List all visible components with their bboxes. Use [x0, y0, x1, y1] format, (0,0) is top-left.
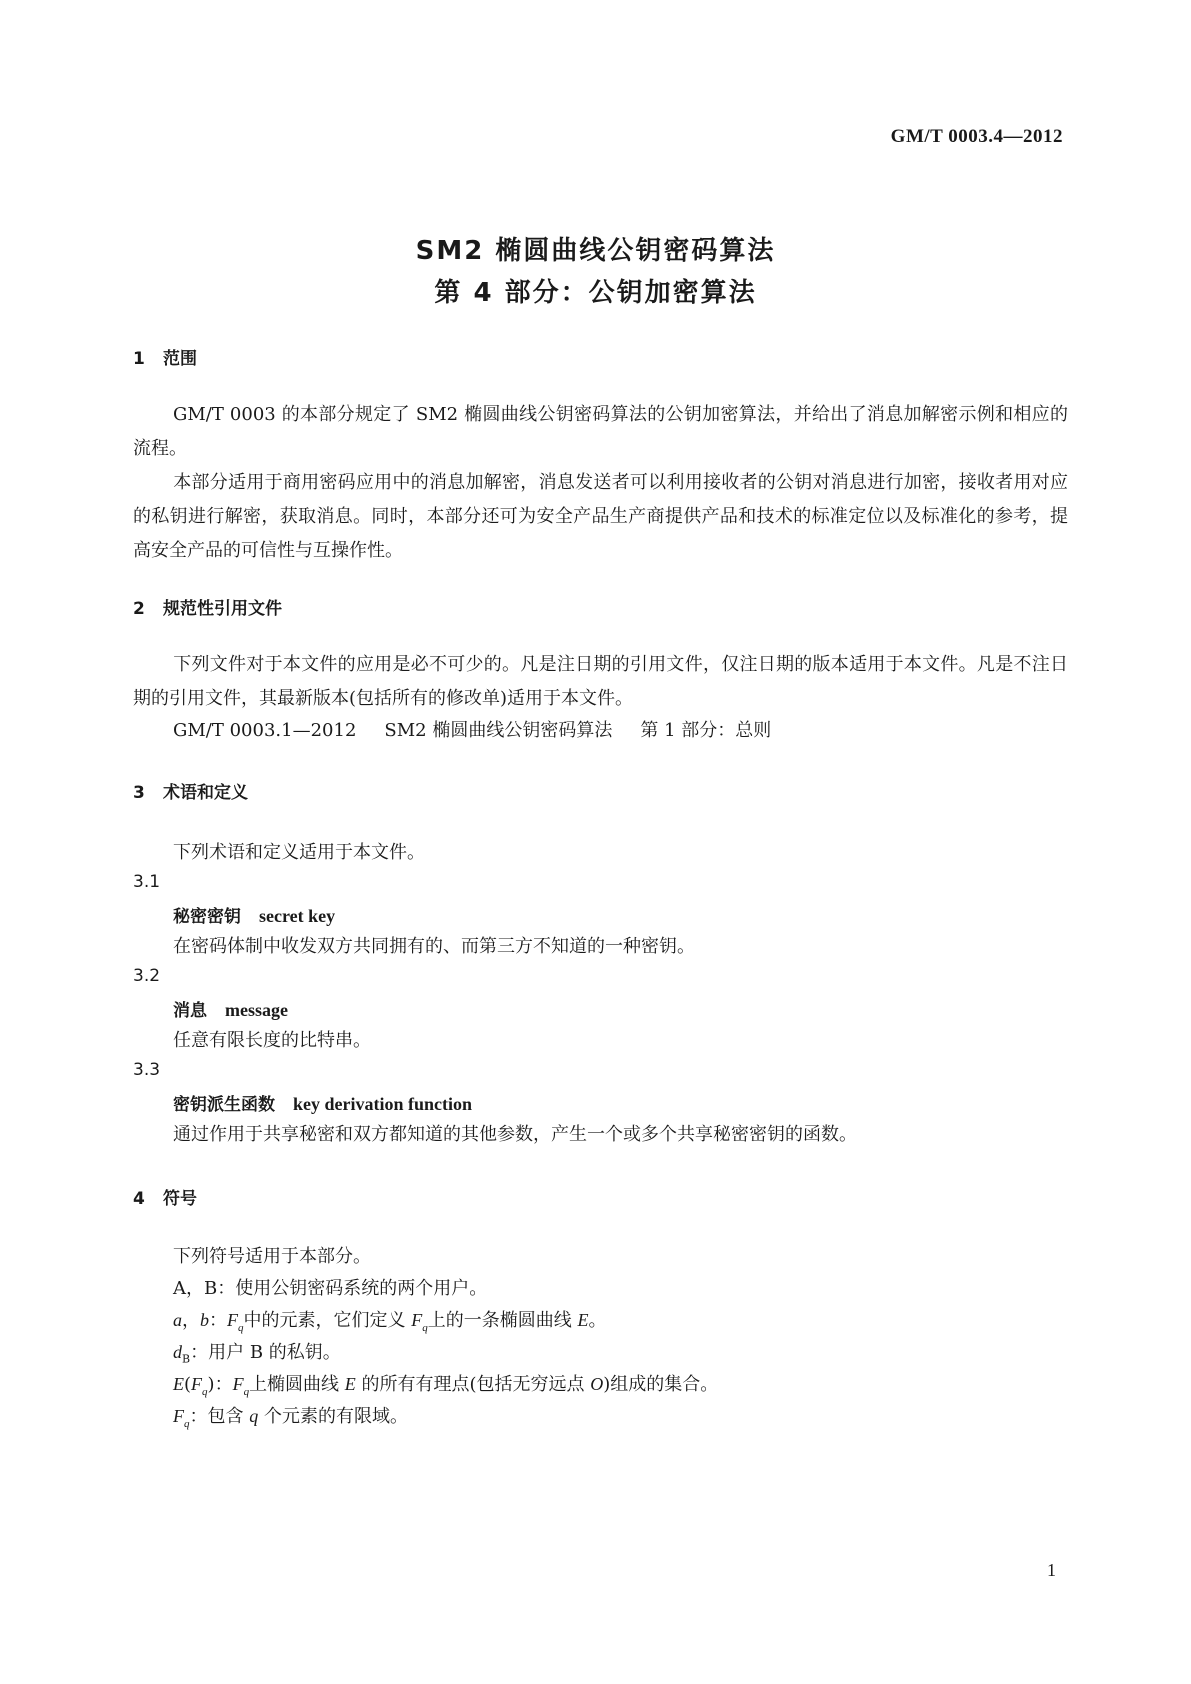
symbol-E: E	[173, 1374, 184, 1394]
symbol-F: F	[227, 1310, 238, 1330]
text: 上椭圆曲线	[249, 1374, 345, 1395]
symbol-F: F	[232, 1374, 244, 1394]
reference-code: GM/T 0003.1—2012	[173, 720, 357, 741]
symbol-E: E	[344, 1374, 356, 1394]
symbol-definition-dB	[173, 1338, 341, 1366]
section-2-heading	[133, 594, 282, 619]
document-title-line2: 第 4 部分：公钥加密算法	[434, 278, 757, 308]
symbol-d: d	[173, 1342, 182, 1362]
section-4-heading	[133, 1184, 197, 1209]
reference-part: 第 1 部分：总则	[640, 720, 772, 741]
text: 中的元素，它们定义	[243, 1310, 412, 1331]
text: ：用户 B 的私钥。	[190, 1342, 341, 1363]
term-en: secret key	[259, 906, 336, 926]
page-number: 1	[1047, 1560, 1056, 1580]
symbol-F: F	[173, 1406, 184, 1426]
paragraph-text: GM/T 0003 的本部分规定了 SM2 椭圆曲线公钥密码算法的公钥加密算法，并给出了消息加解密示例和相应的流程。	[133, 404, 1068, 459]
symbol-q: q	[238, 1321, 244, 1334]
term-zh: 密钥派生函数	[173, 1095, 275, 1115]
symbol-F: F	[411, 1310, 423, 1330]
symbol-definition-EFq: $E(F_q)$：$F_q$上椭圆曲线 E 的所有有理点(包括无穷远点 O)组成的集合。	[173, 1374, 719, 1398]
term-heading	[173, 1090, 472, 1115]
paragraph-text: 本部分适用于商用密码应用中的消息加解密，消息发送者可以利用接收者的公钥对消息进行加密，接收者用对应的私钥进行解密，获取消息。同时，本部分还可为安全产品生产商提供产品和技术的标准定位以及标准化的参考，提高安全产品的可信性与互操作性。	[133, 472, 1068, 561]
subscript-B: B	[182, 1352, 191, 1366]
section-1-paragraph-2	[133, 466, 1068, 568]
symbol-q: q	[184, 1417, 190, 1430]
text: 个元素的有限域。	[258, 1406, 408, 1427]
document-code-header: GM/T 0003.4—2012	[890, 126, 1063, 147]
section-1-heading	[133, 344, 197, 369]
section-title: 规范性引用文件	[163, 599, 282, 619]
term-number: 3.1	[133, 872, 161, 892]
text: 的所有有理点(包括无穷远点	[355, 1374, 591, 1395]
section-number: 4	[133, 1189, 145, 1209]
term-heading	[173, 996, 288, 1021]
text: ：包含	[189, 1406, 250, 1427]
term-number: 3.3	[133, 1060, 161, 1080]
symbol-q: q	[249, 1406, 259, 1426]
symbol-q: q	[422, 1321, 428, 1334]
section-title: 符号	[163, 1189, 197, 1209]
text: 。	[588, 1310, 607, 1331]
section-title: 术语和定义	[163, 783, 248, 803]
symbol-q: q	[202, 1385, 208, 1398]
normative-reference	[173, 716, 771, 742]
term-definition: 在密码体制中收发双方共同拥有的、而第三方不知道的一种密钥。	[173, 936, 695, 957]
symbol-definition-ab	[173, 1306, 606, 1334]
symbol-q: q	[243, 1385, 250, 1398]
separator: ，	[182, 1310, 200, 1331]
section-2-paragraph	[133, 648, 1068, 716]
term-definition: 任意有限长度的比特串。	[173, 1030, 371, 1051]
symbol-F: F	[191, 1374, 203, 1394]
symbol-a: a	[173, 1310, 182, 1330]
section-4-intro: 下列符号适用于本部分。	[173, 1246, 371, 1267]
symbol-b: b	[200, 1310, 209, 1330]
text: 上的一条椭圆曲线	[427, 1310, 578, 1331]
section-number: 3	[133, 783, 145, 803]
term-zh: 消息	[173, 1001, 207, 1021]
colon: ：	[209, 1310, 227, 1331]
term-definition: 通过作用于共享秘密和双方都知道的其他参数，产生一个或多个共享秘密密钥的函数。	[173, 1124, 857, 1145]
symbol-E: E	[577, 1310, 589, 1330]
text: ：	[214, 1374, 233, 1395]
term-number: 3.2	[133, 966, 161, 986]
section-3-intro: 下列术语和定义适用于本文件。	[173, 842, 425, 863]
text: )组成的集合。	[603, 1374, 719, 1395]
section-number: 1	[133, 349, 145, 369]
section-1-paragraph-1	[133, 398, 1068, 466]
term-en: key derivation function	[293, 1094, 473, 1114]
section-number: 2	[133, 599, 145, 619]
section-3-heading	[133, 778, 248, 803]
term-heading	[173, 902, 335, 927]
paragraph-text: 下列文件对于本文件的应用是必不可少的。凡是注日期的引用文件，仅注日期的版本适用于本文件。凡是不注日期的引用文件，其最新版本(包括所有的修改单)适用于本文件。	[133, 654, 1068, 709]
symbol-definition-users: A，B：使用公钥密码系统的两个用户。	[173, 1278, 488, 1299]
term-en: message	[225, 1000, 288, 1020]
section-title: 范围	[163, 349, 197, 369]
term-zh: 秘密密钥	[173, 907, 241, 927]
symbol-definition-Fq	[173, 1402, 408, 1430]
reference-title: SM2 椭圆曲线公钥密码算法	[384, 720, 613, 741]
document-title-line1: SM2 椭圆曲线公钥密码算法	[415, 236, 776, 266]
symbol-O: O	[590, 1374, 604, 1394]
